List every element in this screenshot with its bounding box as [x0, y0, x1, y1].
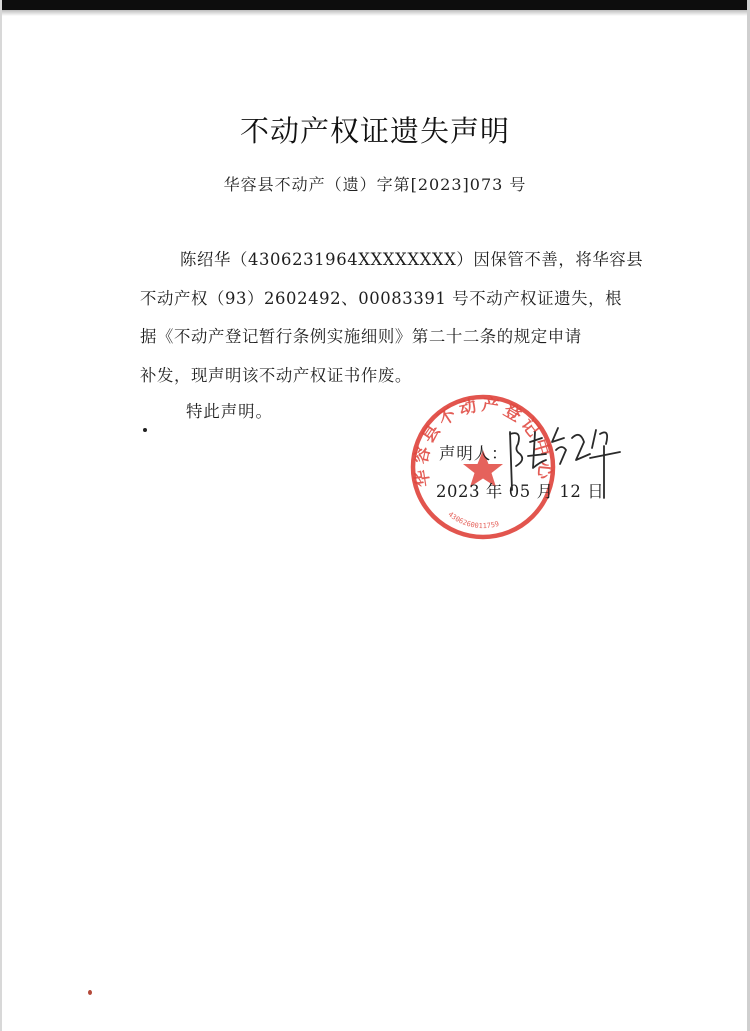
document-title: 不动产权证遗失声明 — [239, 114, 510, 148]
scan-speck — [88, 990, 92, 995]
body-line: 不动产权（93）2602492、00083391 号不动产权证遗失，根 — [140, 288, 623, 308]
body-line: 陈绍华（4306231964XXXXXXXX）因保管不善，将华容县 — [180, 250, 644, 269]
scan-top-edge — [0, 0, 750, 10]
seal-text: 华容县不动产登记中心 — [411, 395, 555, 489]
document-number: 华容县不动产（遗）字第[2023]073 号 — [223, 175, 527, 194]
closing-statement: 特此声明。 — [186, 402, 273, 421]
seal-number: 4306260011759 — [446, 510, 500, 531]
body-line: 据《不动产登记暂行条例实施细则》第二十二条的规定申请 — [140, 327, 582, 346]
scan-speck — [143, 428, 147, 432]
body-line: 补发，现声明该不动产权证书作废。 — [140, 365, 412, 385]
declarant-label: 声明人： — [439, 444, 509, 463]
scan-left-edge — [0, 0, 2, 1031]
declaration-date: 2023 年 05 月 12 日 — [436, 482, 605, 501]
svg-text:4306260011759 — [446, 510, 500, 530]
handwritten-signature — [500, 420, 625, 505]
statement-body — [140, 241, 660, 395]
